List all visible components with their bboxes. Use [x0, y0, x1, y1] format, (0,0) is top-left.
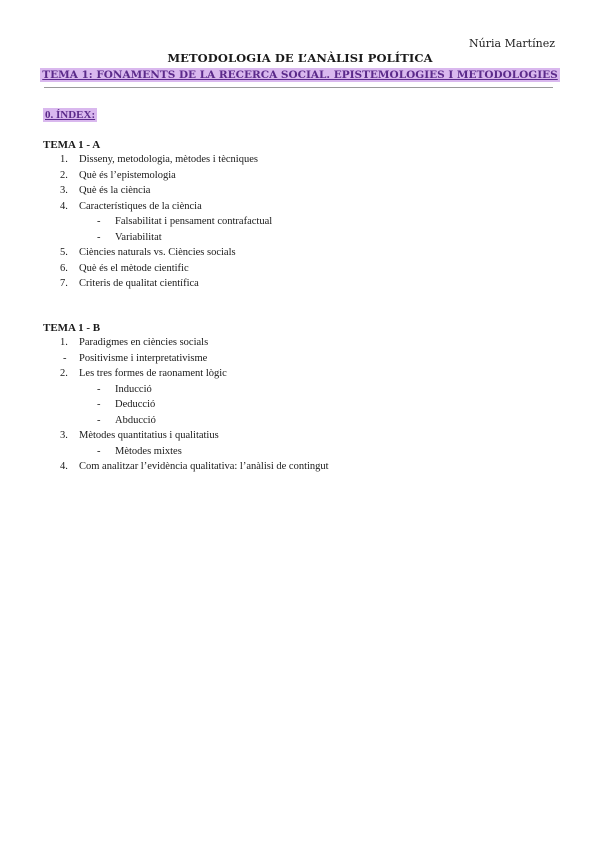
list-marker: - [97, 383, 101, 395]
list-item-text: Les tres formes de raonament lògic [79, 368, 227, 379]
list-marker: - [97, 231, 101, 243]
list-item [0, 351, 600, 367]
document-subtitle: TEMA 1: FONAMENTS DE LA RECERCA SOCIAL. EPISTEMOLOGIES I METODOLOGIES [42, 69, 558, 81]
section-list-b [0, 335, 600, 475]
section-title-b: TEMA 1 - B [43, 322, 101, 334]
section-list-a [0, 152, 600, 292]
list-marker: - [63, 352, 67, 364]
author-name: Núria Martínez [469, 37, 555, 50]
list-item-text: Variabilitat [115, 231, 162, 243]
list-item-text: Característiques de la ciència [79, 200, 202, 212]
list-item [0, 428, 600, 444]
list-marker: 4. [60, 200, 68, 212]
list-item-text: Deducció [115, 399, 156, 410]
list-item [0, 183, 600, 199]
list-item [0, 413, 600, 429]
list-item-text: Paradigmes en ciències socials [79, 337, 209, 348]
list-item [0, 366, 600, 382]
list-item [0, 152, 600, 168]
list-item-text: Mètodes mixtes [115, 445, 182, 457]
list-item-text: Mètodes quantitatius i qualitatius [79, 430, 219, 441]
list-item-text: Inducció [115, 383, 152, 395]
list-item-text: Criteris de qualitat científica [79, 278, 199, 289]
list-item [0, 261, 600, 277]
list-marker: 2. [60, 368, 68, 379]
list-item [0, 335, 600, 351]
list-item [0, 199, 600, 215]
document-title: METODOLOGIA DE L’ANÀLISI POLÍTICA [167, 51, 433, 65]
list-marker: 2. [60, 169, 68, 181]
list-marker: 1. [60, 154, 68, 165]
list-item-text: Com analitzar l’evidència qualitativa: l’anàlisi de contingut [79, 461, 329, 472]
list-marker: - [97, 399, 101, 410]
list-item-text: Positivisme i interpretativisme [79, 352, 208, 364]
list-item [0, 459, 600, 475]
list-marker: - [97, 216, 101, 227]
section-title-a: TEMA 1 - A [43, 139, 101, 151]
list-marker: - [97, 414, 101, 426]
list-item [0, 168, 600, 184]
list-item-text: Què és la ciència [79, 185, 151, 196]
list-item-text: Què és el mètode cientific [79, 262, 189, 274]
list-item [0, 444, 600, 460]
list-item [0, 276, 600, 292]
index-heading: 0. ÍNDEX: [45, 109, 96, 121]
subtitle-container [0, 65, 600, 83]
list-marker: 1. [60, 337, 68, 348]
list-marker: 6. [60, 262, 68, 274]
list-marker: - [97, 445, 101, 457]
list-marker: 4. [60, 461, 68, 472]
list-marker: 3. [60, 430, 68, 441]
list-item-text: Abducció [115, 414, 156, 426]
list-item-text: Ciències naturals vs. Ciències socials [79, 247, 236, 258]
list-item [0, 245, 600, 261]
list-item-text: Falsabilitat i pensament contrafactual [115, 216, 273, 227]
list-item-text: Disseny, metodologia, mètodes i tècniques [79, 154, 258, 165]
list-item [0, 230, 600, 246]
list-item [0, 214, 600, 230]
list-item [0, 397, 600, 413]
list-marker: 5. [60, 247, 68, 258]
list-marker: 7. [60, 278, 68, 289]
list-item [0, 382, 600, 398]
horizontal-rule [44, 87, 553, 88]
list-marker: 3. [60, 185, 68, 196]
list-item-text: Què és l’epistemologia [79, 169, 176, 181]
